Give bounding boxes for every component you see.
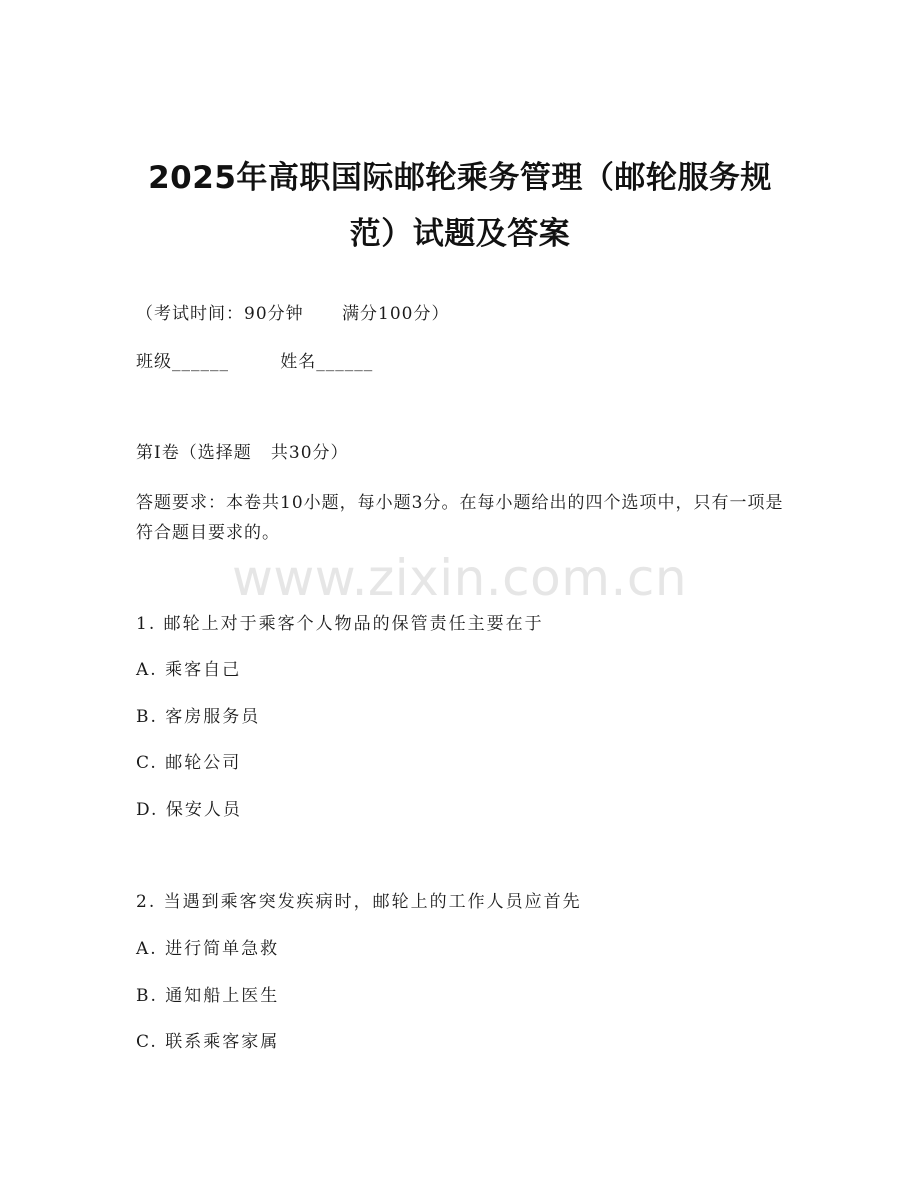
section-header: 第I卷（选择题 共30分） bbox=[136, 443, 349, 463]
answer-instructions: 答题要求：本卷共10小题，每小题3分。在每小题给出的四个选项中，只有一项是符合题目要求的。 bbox=[136, 493, 784, 543]
exam-info: （考试时间：90分钟 满分100分） bbox=[136, 304, 450, 324]
question-2-option-a: A. 进行简单急救 bbox=[136, 939, 280, 959]
question-2-stem: 2. 当遇到乘客突发疾病时，邮轮上的工作人员应首先 bbox=[136, 892, 582, 912]
question-1-option-c: C. 邮轮公司 bbox=[136, 753, 242, 773]
question-1-option-b: B. 客房服务员 bbox=[136, 707, 261, 727]
question-2-option-c: C. 联系乘客家属 bbox=[136, 1032, 280, 1052]
site-watermark: www.zixin.com.cn bbox=[232, 549, 688, 607]
class-name-line: 班级______ 姓名______ bbox=[136, 352, 374, 372]
question-1-stem: 1. 邮轮上对于乘客个人物品的保管责任主要在于 bbox=[136, 614, 544, 634]
title-line-1: 2025年高职国际邮轮乘务管理（邮轮服务规 bbox=[148, 160, 772, 196]
question-1-option-a: A. 乘客自己 bbox=[136, 660, 242, 680]
question-1-option-d: D. 保安人员 bbox=[136, 800, 242, 820]
document-title bbox=[80, 150, 840, 262]
title-line-2: 范）试题及答案 bbox=[349, 216, 571, 252]
question-2-option-b: B. 通知船上医生 bbox=[136, 986, 280, 1006]
